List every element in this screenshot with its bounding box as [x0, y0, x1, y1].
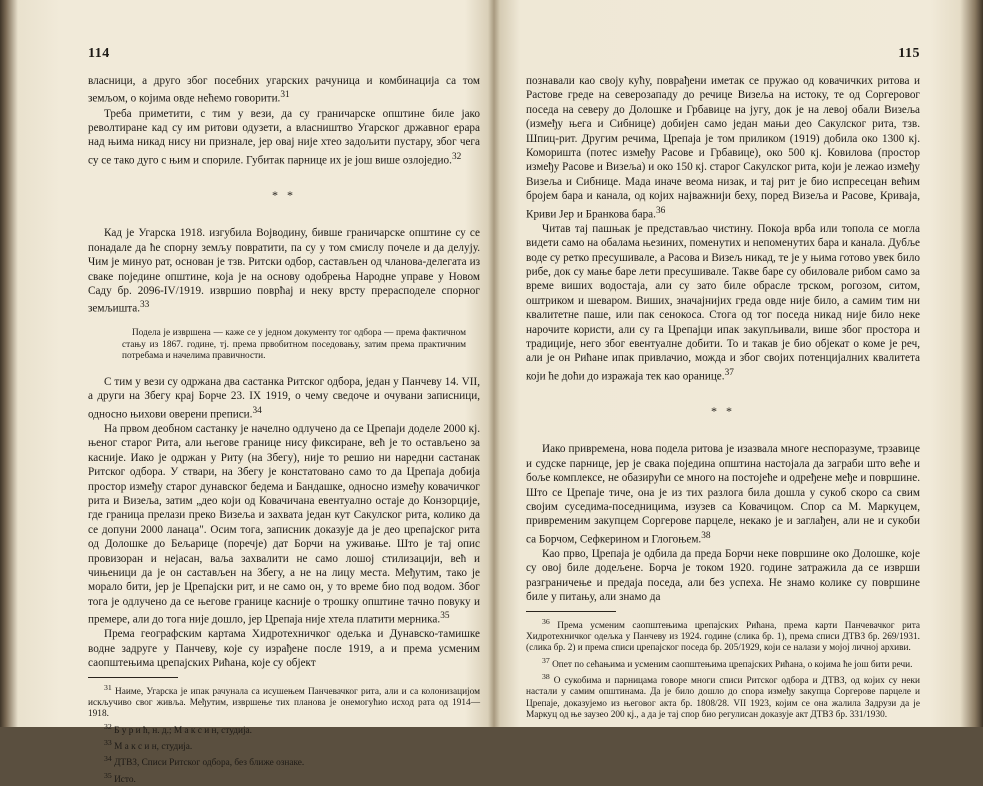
- paragraph: С тим у вези су одржана два састанка Ритског одбора, један у Панчеву 14. VII, а други на Збегу крај Борче 23. IX 1919, о чему сведоче и очувани записници, односно њихови оверени преписи.$^{34}$: [88, 375, 480, 421]
- page-number: 114: [88, 46, 110, 61]
- page-body: [526, 74, 920, 721]
- footnote-rule: [88, 677, 178, 678]
- footnote-ref: 34: [252, 405, 262, 416]
- section-divider: * *: [272, 187, 296, 202]
- paragraph: Треба приметити, с тим у вези, да су граничарске општине биле јако револтиране кад су им ритови одузети, а власништво Угарског државног ерара над њима никад нису ни признале, јер овај није хтео задољити пустару, због чега су се тако дуго с њим и спориле. Губитак парнице их је још више озлоједио.$^{32}$: [88, 107, 480, 167]
- paragraph: власници, а друго због посебних угарских рачуница и комбинација са том земљом, о којима овде нећемо говорити.$^{31}$: [88, 75, 480, 106]
- footnote-ref: 31: [280, 90, 290, 101]
- footnote-ref: 36: [655, 205, 666, 216]
- footnote: $^{34}$ ДТВЗ, Списи Ритског одбора, без ближе ознаке.: [104, 754, 305, 769]
- block-quote: Подела је извршена — каже се у једном документу тог одбора — према фактичном стању из 1867. године, тј. према првобитном поседовању, затим према практичним потребама и начелима правичности.: [122, 328, 466, 362]
- paragraph: Као прво, Црепаја је одбила да преда Борчи неке површине око Долошке, које су овој биле додељене. Борча је током 1920. године затражила да се изврши разграничење и предаја поседа, али без успеха. Не знамо колике су површине биле у питању, али знамо да: [526, 547, 920, 604]
- footnote: $^{37}$ Опет по сећањима и усменим саопштењима црепајских Рићана, о којима ће још бити речи.: [542, 655, 913, 670]
- paragraph: Према географским картама Хидротехничког одељка и Дунавско-тамишке водне задруге у Панчеву, које су израђене после 1919, а и према усменим саопштењима црепајских Рићана, које су објект: [88, 628, 480, 670]
- footnote: $^{32}$ Б у р и ћ, н. д.; М а к с и н, студија.: [104, 721, 252, 736]
- footnote-ref: 32: [451, 151, 462, 162]
- footnote: $^{36}$ Према усменим саопштењима црепајских Рићана, према карти Панчевачког рита Хидротехничког одељка у Панчеву из 1924. године (слика бр. 1), према списи ДТВЗ бр. 269/1931. (слика бр. 2) и према списи црепајског поседа бр. 205/1929, који се налази у мојој личној архиви.: [526, 616, 921, 654]
- footnote-ref: 33: [140, 300, 150, 311]
- paragraph: познавали као своју кућу, поврађени иметак се пружао од ковачичких ритова и Растове греде на северозападу до речице Визеља на истоку, те од Соргеровог поседа на северу до Долошке и Грбавице на југу, док је на левој обали Визеља (између њега и Сибнице) добијен само један мањи део Сакулског рита, тзв. Шпиц-рит. Другим речима, Црепаја је том приликом (1919) добила око 1300 кј. Коморишта (потес између Расове и Грбавице), око 500 кј. Ковилова (простор између Расове и Визеља) и око 150 кј. старог Сакулског рита, који је лежао између Визеља и Сибнице. Мада иначе веома низак, и тај рит је био испресецан већим бројем бара и канала, од којих најважнији беху, поред Визеља и Расове, Криваја, Криви Јер и Бранкова бара.$^{36}$: [526, 75, 920, 221]
- footnote-ref: 37: [724, 367, 734, 378]
- footnote-ref: 38: [701, 530, 711, 541]
- footnote-ref: 35: [440, 611, 450, 622]
- footnote: $^{33}$ М а к с и н, студија.: [104, 737, 193, 753]
- footnote: $^{35}$ Исто.: [104, 770, 136, 785]
- paragraph: Читав тај пашњак је представљао чистину. Покоја врба или топола се могла видети само на обалама њезиних, поменутих и непоменутих бара и канала. Дубље воде су ретко пресушивале, а Расова и Визељ никад, те је у њима готово увек било рибе, док су мање баре лети пресушивале. Такве баре су обиловале рибом само за време виших водостаја, али су зато биле обрасле трском, рогозом, ситом, оштриком и шеваром. Виших, значајнијих греда овде није било, а самим тим ни квалитетне паше, или пак сенокоса. Стога од тог поседа никад није било неке нарочите користи, али су га Црепајци ипак закупљивали, више због простора и традиције, него због евентуалне добити. То и такав је био објекат о коме је реч, али је он Рићане ипак привлачио, можда и због својих потенцијалних квалитета који ће доћи до изражаја тек као оранице.$^{37}$: [526, 222, 920, 383]
- section-divider: * *: [711, 404, 735, 418]
- paragraph: Иако привремена, нова подела ритова је изазвала многе неспоразуме, трзавице и судске парнице, јер је свака поједина општина настојала да заграби што веће и боље комплексе, не обазирући се много на постојеће и одређене међе и површине. Што се Црепаје тиче, она је из тих разлога била дошла у сукоб скоро са свим својим суседима-поседницима, изузев са Ковачицом. Спор са М. Маркуцем, привременим закупцем Соргерове парцеле, некако је и заглађен, али не и сукоби са Борчом, Сефкерином и Глогоњем.$^{38}$: [526, 443, 920, 546]
- page-number: 115: [898, 46, 920, 61]
- footnote: $^{31}$ Наиме, Угарска је ипак рачунала са исушењем Панчевачког рита, али и са колонизацијом искључиво свог живља. Међутим, извршење тих планова је онемогућио исход рата од 1914—1918.: [88, 682, 480, 720]
- left-page: [88, 0, 480, 785]
- paragraph: На првом деобном састанку је начелно одлучено да се Црепаји доделе 2000 кј. њеног старог Рита, али његове границе нису фиксиране, већ је то остављено за касније. Иако је одржан у Риту (на Збегу), није то решио ни наредни састанак Ритског одбора. У ствари, на Збегу је констатовано само то да Црепаја добија простор између старог дунавског бедема и Бандашке, односно између ковачичког рита и Визеља, затим „део који од Ковачичана евентуално остаје до Конзорције, где граница прелази преко Визеља и захвата један кут Сакулског рита, колико да се допуни 2000 ланаца". Осим тога, записник доказује да је део црепајског рита од Долошке до Бељарице (поречје) дат Борчи на уживање. Што је тај опис провизоран и нејасан, ваља захвалити не само лошој стилизацији, већ и чињеници да је он састављен на Збегу, а не на лицу места. Међутим, тако је морало бити, јер је Црепајски рит, и не само он, у то време био под водом. Због тога је одлучено да се његове границе касније о трошку општине тачно повуку и премере, али до тога није дошло, јер Црепаја није хтела платити мерника.$^{35}$: [88, 422, 480, 626]
- paragraph: Кад је Угарска 1918. изгубила Војводину, бивше граничарске општине су се понадале да ће спорну земљу повратити, па су у том смислу почеле и да делују. Чим је минуо рат, основан је тзв. Ритски одбор, састављен од чланова-делегата из сваке поједине општине, која је на основу одобрења Народне управе у Новом Саду бр. 2096-IV/1919. извршио поврћај и неку врсту прерасподеле спорног земљишта.$^{33}$: [88, 227, 480, 316]
- footnote: $^{38}$ О сукобима и парницама говоре многи списи Ритског одбора и ДТВЗ, од којих су неки настали у самим општинама. Да је било дошло до спора између закупца Соргерове парцеле и Црепаје, доказујемо из његовог акта бр. 1808/28. VII 1923, којим се она жалила Задрузи да је Маркуц од ње заузео 200 кј., а да је тај спор био регулисан доказује акт ДТВЗ бр. 331/1930.: [526, 671, 920, 720]
- page-body: [88, 74, 480, 786]
- footnote-rule: [526, 611, 616, 612]
- right-page: [526, 0, 920, 727]
